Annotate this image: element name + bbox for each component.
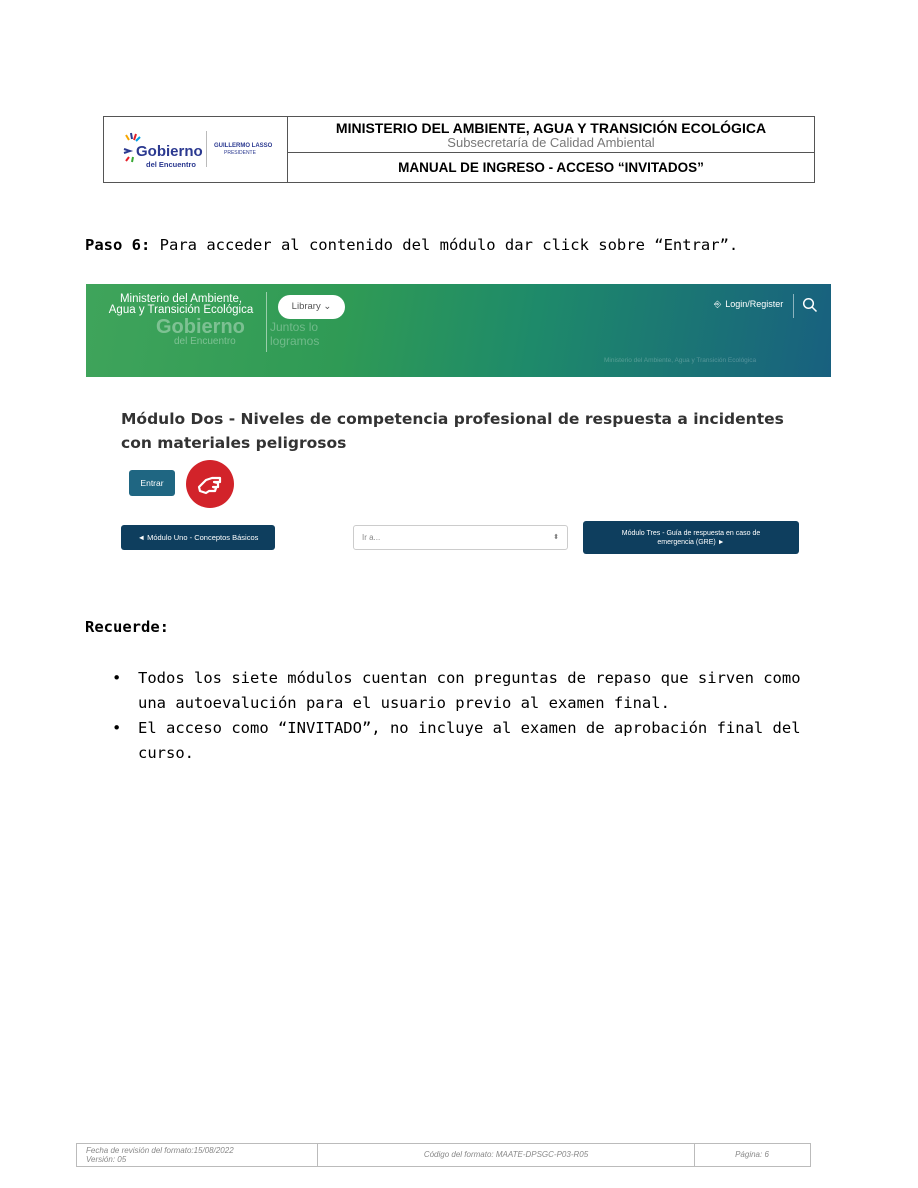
banner-ministry: Ministerio del Ambiente, Agua y Transición Ecológica bbox=[108, 293, 254, 316]
search-icon[interactable] bbox=[802, 297, 818, 313]
banner-ghost-footer: Ministerio del Ambiente, Agua y Transición Ecológica bbox=[604, 357, 757, 364]
step-label: Paso 6: bbox=[85, 236, 151, 254]
recuerde-heading: Recuerde: bbox=[85, 618, 169, 636]
logo-cell bbox=[104, 117, 288, 182]
manual-title-cell bbox=[288, 153, 814, 182]
recuerde-list bbox=[112, 666, 838, 766]
logo-brand: Gobierno bbox=[136, 143, 203, 160]
login-register-link[interactable] bbox=[714, 299, 783, 310]
library-dropdown[interactable]: Library ⌄ bbox=[278, 295, 345, 319]
document-header bbox=[103, 116, 815, 183]
banner-separator bbox=[793, 294, 794, 318]
format-code: Código del formato: MAATE-DPSGC-P03-R05 bbox=[318, 1144, 695, 1166]
go-to-select[interactable] bbox=[353, 525, 568, 550]
banner-ghost-sub: del Encuentro bbox=[174, 336, 236, 347]
previous-module-button[interactable]: ◄ Módulo Uno - Conceptos Básicos bbox=[121, 525, 275, 550]
footer-revision-cell bbox=[77, 1144, 318, 1166]
subsecretaria: Subsecretaría de Calidad Ambiental bbox=[447, 135, 655, 150]
list-item bbox=[112, 666, 828, 716]
ministry-name: MINISTERIO DEL AMBIENTE, AGUA Y TRANSICIÓN ECOLÓGICA bbox=[335, 120, 767, 136]
go-to-placeholder: Ir a... bbox=[362, 533, 381, 542]
step-text: Para acceder al contenido del módulo dar click sobre “Entrar”. bbox=[150, 236, 739, 254]
embedded-screenshot bbox=[86, 284, 831, 570]
ministry-cell bbox=[288, 117, 814, 153]
president-title: PRESIDENTE bbox=[224, 150, 256, 156]
document-footer bbox=[76, 1143, 811, 1167]
banner-divider bbox=[266, 292, 267, 352]
president-name: GUILLERMO LASSO bbox=[214, 143, 273, 149]
chevron-updown-icon: ⬍ bbox=[553, 534, 559, 541]
version: Versión: 05 bbox=[86, 1155, 127, 1164]
gobierno-logo bbox=[122, 129, 282, 173]
module-title: Módulo Dos - Niveles de competencia profesional de respuesta a incidentes con materiales peligrosos bbox=[121, 410, 784, 452]
user-icon: ⎆ bbox=[714, 299, 722, 309]
list-item-text: El acceso como “INVITADO”, no incluye al examen de aprobación final del curso. bbox=[138, 719, 801, 762]
login-label: Login/Register bbox=[725, 299, 784, 309]
revision-date: Fecha de revisión del formato:15/08/2022 bbox=[86, 1146, 234, 1155]
banner-ghost-brand: Gobierno bbox=[156, 316, 245, 338]
list-item-text: Todos los siete módulos cuentan con preguntas de repaso que sirven como una autoevalución para el usuario previo al examen final. bbox=[138, 669, 801, 712]
hand-icon[interactable] bbox=[186, 460, 234, 508]
manual-title: MANUAL DE INGRESO - ACCESO “INVITADOS” bbox=[398, 160, 704, 175]
logo-brand-sub: del Encuentro bbox=[146, 160, 197, 169]
list-item bbox=[112, 716, 828, 766]
step-instruction bbox=[85, 236, 738, 254]
next-module-button[interactable]: Módulo Tres - Guía de respuesta en caso de emergencia (GRE) ► bbox=[583, 521, 799, 554]
bullet-icon: • bbox=[112, 719, 122, 737]
logo-divider bbox=[206, 131, 207, 167]
banner-ghost-slogan: Juntos lo logramos bbox=[270, 320, 320, 348]
site-banner bbox=[86, 284, 831, 377]
page-number: Página: 6 bbox=[735, 1150, 769, 1159]
bullet-icon: • bbox=[112, 669, 122, 687]
entrar-button[interactable]: Entrar bbox=[129, 470, 175, 496]
